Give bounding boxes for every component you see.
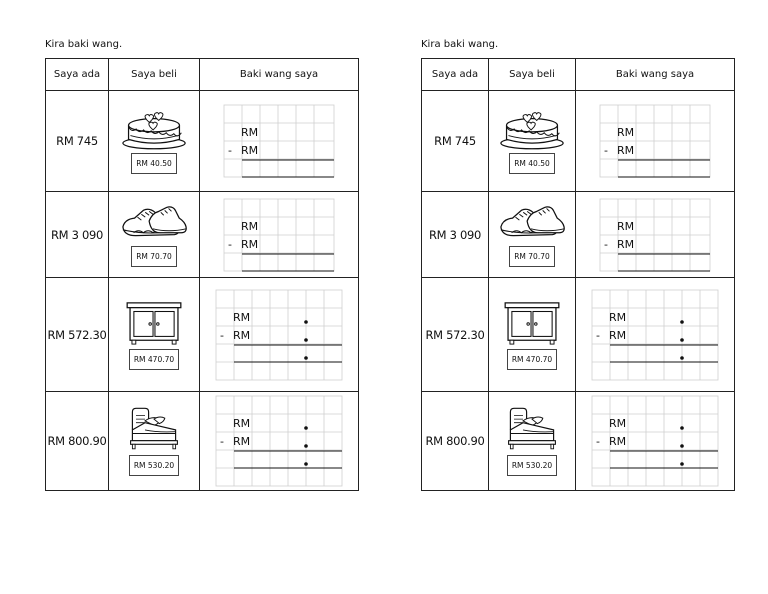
minus-sign: - [228,144,232,157]
decimal-point [680,356,684,360]
table-row [422,192,735,278]
currency-label: RM [609,310,627,324]
minus-sign: - [604,144,608,157]
minus-sign: - [596,328,600,342]
money-have: RM 745 [422,91,489,192]
worksheet-right [421,38,734,491]
decimal-point [304,356,308,360]
worksheet-left [45,38,358,491]
decimal-point [680,462,684,466]
header-balance: Baki wang saya [200,59,359,91]
cake-icon [499,108,565,150]
table-row [46,278,359,392]
currency-label: RM [241,237,259,251]
minus-sign: - [596,435,600,448]
answer-grid[interactable] [591,395,719,487]
price-tag: RM 470.70 [507,349,557,370]
currency-label: RM [233,417,251,430]
currency-label: RM [617,219,635,233]
decimal-point [680,444,684,448]
currency-label: RM [241,219,259,233]
currency-label: RM [609,328,627,342]
decimal-point [680,426,684,430]
table-row [46,192,359,278]
money-have: RM 745 [46,91,109,192]
bed-icon [127,406,181,452]
currency-label: RM [241,144,259,157]
money-have: RM 572.30 [46,278,109,392]
price-tag: RM 530.20 [507,455,557,476]
worksheet-table [421,58,735,491]
decimal-point [304,426,308,430]
table-row [46,392,359,491]
currency-label: RM [617,126,635,139]
cabinet-icon [503,300,561,346]
currency-label: RM [617,144,635,157]
cabinet-icon [125,300,183,346]
minus-sign: - [604,237,608,251]
header-buy: Saya beli [109,59,200,91]
cake-icon [121,108,187,150]
price-tag: RM 70.70 [131,246,177,267]
header-have: Saya ada [46,59,109,91]
currency-label: RM [609,435,627,448]
header-buy: Saya beli [489,59,576,91]
currency-label: RM [233,310,251,324]
instruction-text: Kira baki wang. [45,39,123,50]
minus-sign: - [220,328,224,342]
currency-label: RM [233,435,251,448]
price-tag: RM 530.20 [129,455,179,476]
decimal-point [304,444,308,448]
money-have: RM 800.90 [422,392,489,491]
answer-grid[interactable] [223,198,335,272]
answer-grid[interactable] [215,289,343,381]
price-tag: RM 70.70 [509,246,555,267]
currency-label: RM [241,126,259,139]
decimal-point [680,338,684,342]
money-have: RM 3 090 [46,192,109,278]
price-tag: RM 470.70 [129,349,179,370]
answer-grid[interactable] [591,289,719,381]
worksheet-table [45,58,359,491]
price-tag: RM 40.50 [131,153,177,174]
money-have: RM 572.30 [422,278,489,392]
table-row [46,91,359,192]
answer-grid[interactable] [599,104,711,178]
money-have: RM 800.90 [46,392,109,491]
sneakers-icon [120,203,188,243]
decimal-point [304,338,308,342]
decimal-point [680,320,684,324]
minus-sign: - [220,435,224,448]
decimal-point [304,320,308,324]
bed-icon [505,406,559,452]
answer-grid[interactable] [223,104,335,178]
money-have: RM 3 090 [422,192,489,278]
currency-label: RM [233,328,251,342]
minus-sign: - [228,237,232,251]
answer-grid[interactable] [215,395,343,487]
table-row [422,278,735,392]
decimal-point [304,462,308,466]
table-row [422,392,735,491]
instruction-text: Kira baki wang. [421,39,499,50]
currency-label: RM [609,417,627,430]
header-balance: Baki wang saya [576,59,735,91]
price-tag: RM 40.50 [509,153,555,174]
header-have: Saya ada [422,59,489,91]
sneakers-icon [498,203,566,243]
table-row [422,91,735,192]
answer-grid[interactable] [599,198,711,272]
currency-label: RM [617,237,635,251]
